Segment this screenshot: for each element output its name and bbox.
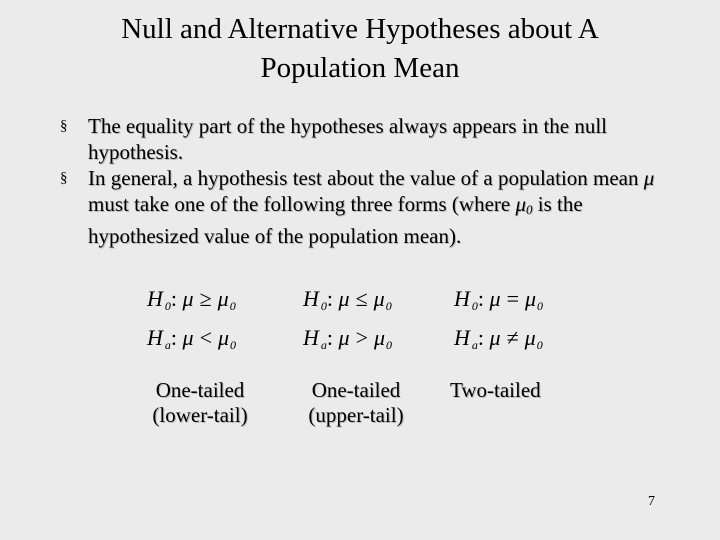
- h-subscript: 0: [471, 299, 478, 313]
- bullet-item-1: [58, 113, 678, 165]
- title-line-1: Null and Alternative Hypotheses about A: [121, 13, 599, 45]
- label-line-2: (upper-tail): [308, 403, 404, 427]
- mu0-symbol: μ: [524, 325, 536, 350]
- alternative-hypothesis: [147, 322, 297, 361]
- mu-symbol: μ: [489, 325, 501, 350]
- mu-symbol: μ: [338, 286, 350, 311]
- mu0-subscript: 0: [536, 338, 543, 352]
- bullet-list: [58, 113, 678, 249]
- label-line-1: One-tailed: [155, 378, 245, 402]
- null-hypothesis: [303, 283, 453, 322]
- alternative-hypothesis: [454, 322, 604, 361]
- label-upper-tail: [296, 378, 416, 428]
- mu0-symbol: μ: [217, 325, 230, 350]
- null-hypothesis: [147, 283, 297, 322]
- mu0-subscript: 0: [537, 299, 544, 313]
- mu0-subscript: 0: [229, 299, 236, 313]
- operator: =: [506, 286, 519, 311]
- hypothesis-form-lower-tail: [147, 283, 297, 361]
- mu0-symbol: μ: [217, 286, 229, 311]
- operator: >: [355, 325, 368, 350]
- colon: :: [326, 286, 334, 311]
- title-line-2: Population Mean: [260, 52, 460, 84]
- mu-symbol: μ: [489, 286, 501, 311]
- label-lower-tail: [140, 378, 260, 428]
- h-symbol: H: [303, 325, 320, 350]
- bullet-2-text-part1: In general, a hypothesis test about the value of a population mean: [88, 166, 644, 190]
- h-symbol: H: [454, 286, 471, 311]
- mu-symbol: μ: [643, 166, 655, 190]
- mu0-subscript: 0: [385, 299, 392, 313]
- bullet-1-text: The equality part of the hypotheses always appears in the null hypothesis.: [88, 114, 608, 164]
- operator: ≤: [355, 286, 368, 311]
- label-line-1: One-tailed: [311, 378, 401, 402]
- bullet-2-text-part2: must take one of the following three forms (where: [88, 192, 516, 216]
- h-symbol: H: [147, 325, 164, 350]
- hypothesis-form-upper-tail: [303, 283, 453, 361]
- colon: :: [170, 325, 178, 350]
- operator: <: [199, 325, 212, 350]
- h-subscript: a: [471, 338, 478, 352]
- mu0-subscript: 0: [386, 338, 393, 352]
- colon: :: [326, 325, 334, 350]
- colon: :: [477, 325, 485, 350]
- h-subscript: 0: [320, 299, 327, 313]
- mu0-symbol: μ: [515, 192, 527, 216]
- operator: ≠: [506, 325, 519, 350]
- operator: ≥: [199, 286, 212, 311]
- h-subscript: 0: [164, 299, 171, 313]
- bullet-2-text-part3: is the hypothesized value of the population mean).: [88, 192, 583, 248]
- label-line-2: (lower-tail): [152, 403, 248, 427]
- mu0-symbol: μ: [373, 325, 386, 350]
- null-hypothesis: [454, 283, 604, 322]
- mu-symbol: μ: [182, 325, 194, 350]
- colon: :: [170, 286, 178, 311]
- slide-title: [40, 10, 680, 88]
- label-line-1: Two-tailed: [450, 378, 541, 402]
- h-symbol: H: [303, 286, 320, 311]
- label-two-tailed: [450, 378, 570, 403]
- mu-symbol: μ: [338, 325, 350, 350]
- mu0-symbol: μ: [373, 286, 385, 311]
- h-subscript: a: [164, 338, 171, 352]
- mu-symbol: μ: [182, 286, 194, 311]
- colon: :: [477, 286, 485, 311]
- square-bullet-icon: §: [60, 170, 68, 186]
- h-symbol: H: [147, 286, 164, 311]
- h-subscript: a: [320, 338, 327, 352]
- h-symbol: H: [454, 325, 471, 350]
- mu0-subscript: 0: [526, 202, 533, 217]
- bullet-item-2: [58, 165, 678, 249]
- square-bullet-icon: §: [60, 118, 68, 134]
- alternative-hypothesis: [303, 322, 453, 361]
- hypothesis-form-two-tailed: [454, 283, 604, 361]
- mu0-symbol: μ: [524, 286, 537, 311]
- page-number: 7: [648, 494, 655, 509]
- mu0-subscript: 0: [230, 338, 237, 352]
